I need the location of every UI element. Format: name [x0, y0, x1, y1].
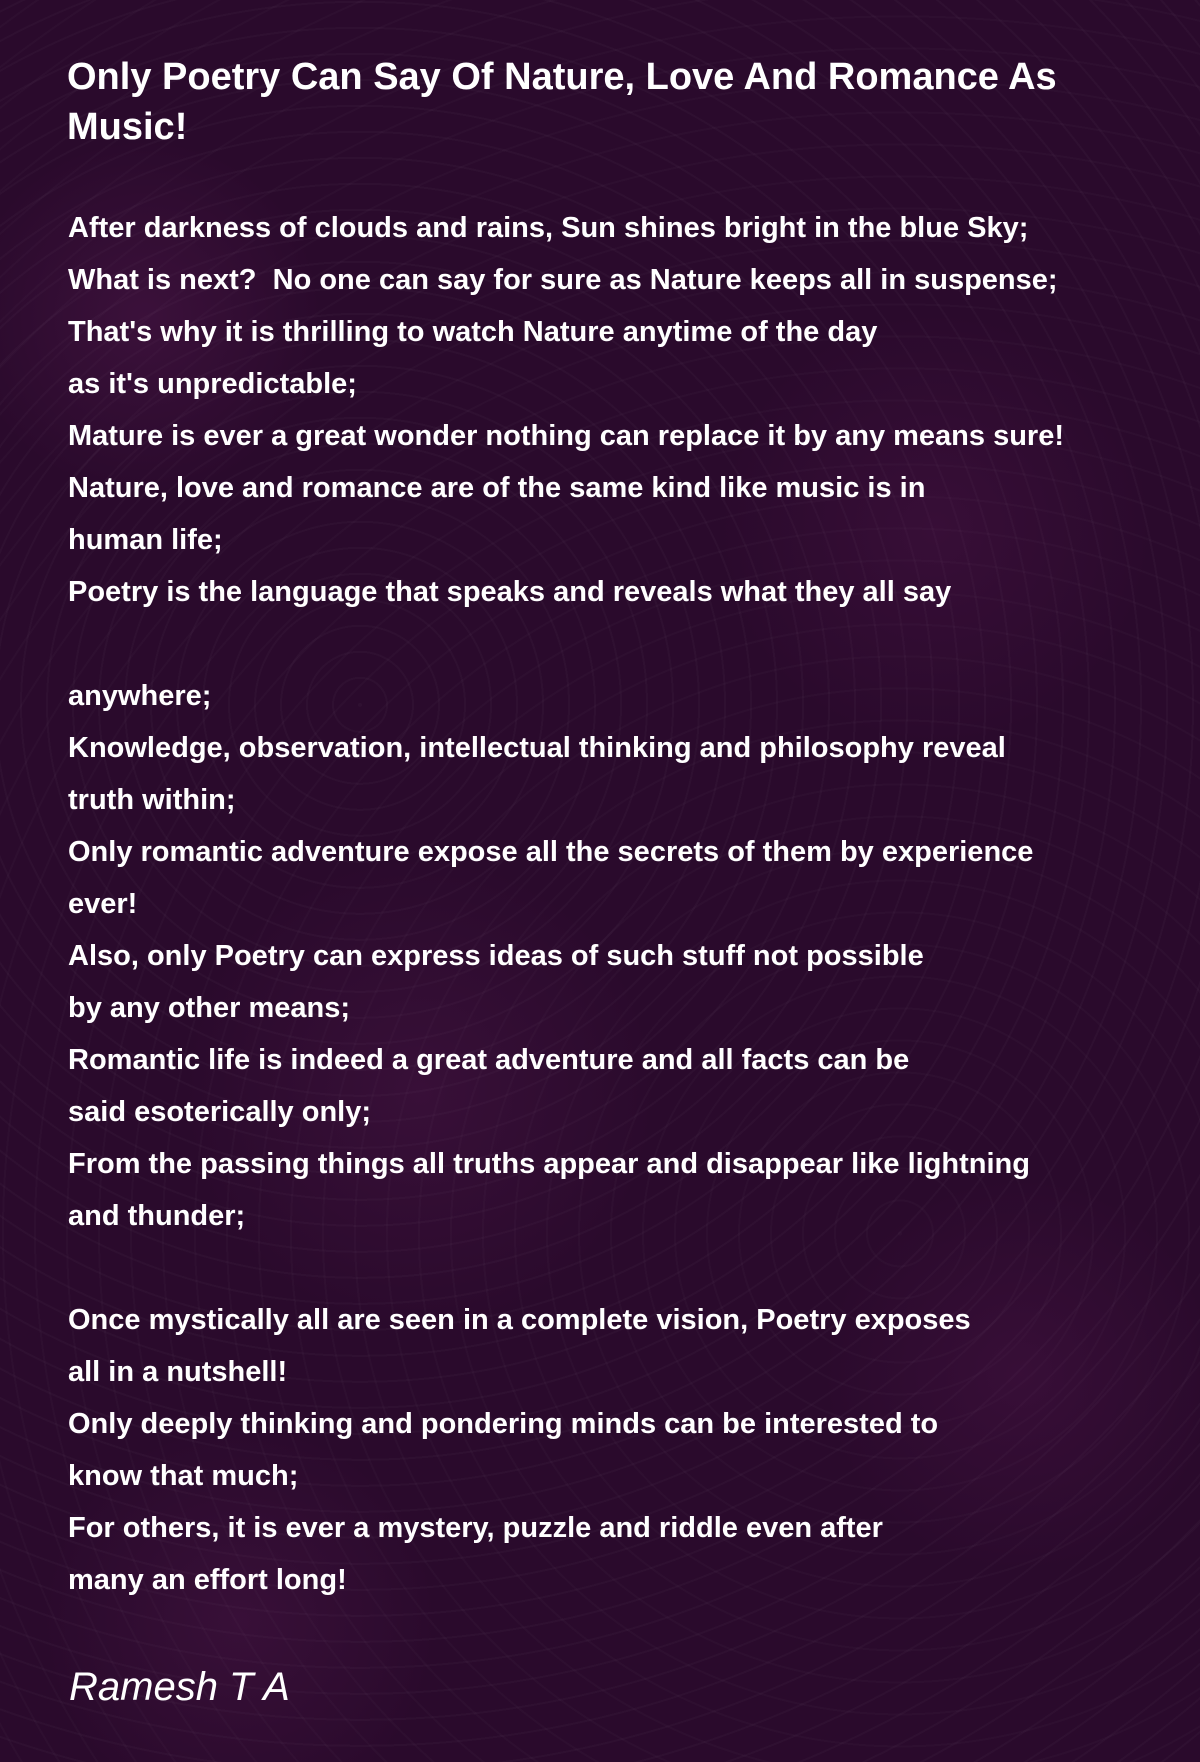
- poem-line: truth within;: [68, 784, 236, 816]
- poem-line: Nature, love and romance are of the same kind like music is in: [68, 472, 926, 504]
- poem-line: anywhere;: [68, 680, 212, 712]
- poem-line: and thunder;: [68, 1200, 246, 1232]
- poem-line: That's why it is thrilling to watch Nature anytime of the day: [68, 316, 878, 348]
- poem-line: Mature is ever a great wonder nothing can replace it by any means sure!: [68, 420, 1064, 452]
- poem-line: human life;: [68, 524, 223, 556]
- poem-line: all in a nutshell!: [68, 1356, 288, 1388]
- poem-body: [68, 202, 1193, 1606]
- poem-line: Also, only Poetry can express ideas of such stuff not possible: [68, 940, 924, 972]
- poem-line: Romantic life is indeed a great adventure and all facts can be: [68, 1044, 910, 1076]
- poem-line: What is next? No one can say for sure as Nature keeps all in suspense;: [68, 264, 1058, 296]
- poem-line: Knowledge, observation, intellectual thinking and philosophy reveal: [68, 732, 1006, 764]
- poem-line: ever!: [68, 888, 138, 920]
- poem-line: know that much;: [68, 1460, 299, 1492]
- poem-line: From the passing things all truths appear and disappear like lightning: [68, 1148, 1030, 1180]
- poem-line: many an effort long!: [68, 1564, 347, 1596]
- poem-line: by any other means;: [68, 992, 351, 1024]
- poem-line: Only romantic adventure expose all the secrets of them by experience: [68, 836, 1034, 868]
- stanza-break: [68, 618, 1193, 670]
- stanza-break: [68, 1242, 1193, 1294]
- poem-line: said esoterically only;: [68, 1096, 372, 1128]
- poem-line: After darkness of clouds and rains, Sun shines bright in the blue Sky;: [68, 212, 1029, 244]
- poem-line: Poetry is the language that speaks and reveals what they all say: [68, 576, 952, 608]
- poem-line: Once mystically all are seen in a complete vision, Poetry exposes: [68, 1304, 971, 1336]
- poem-line: Only deeply thinking and pondering minds can be interested to: [68, 1408, 939, 1440]
- poem-line: For others, it is ever a mystery, puzzle and riddle even after: [68, 1512, 883, 1544]
- poem-line: as it's unpredictable;: [68, 368, 357, 400]
- poem-title: Only Poetry Can Say Of Nature, Love And Romance As Music!: [67, 56, 1057, 148]
- poem-author: Ramesh T A: [69, 1665, 290, 1709]
